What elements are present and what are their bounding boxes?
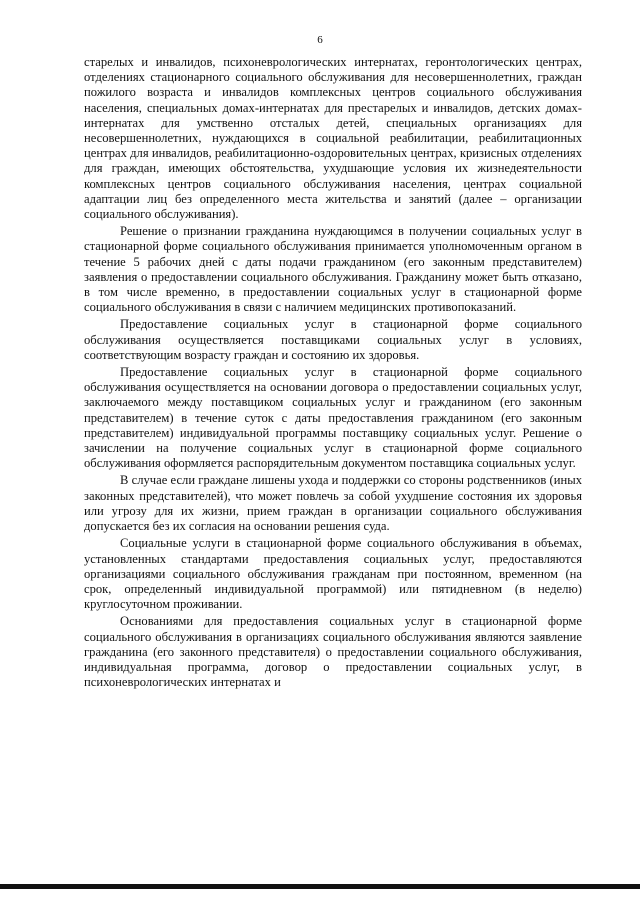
document-body xyxy=(84,55,582,692)
paragraph-grounds: Основаниями для предоставления социальных услуг в стационарной форме социального обслуживания в организациях социального обслуживания являются заявление гражданина (его законного представителя) о предоставлении социального обслуживания, индивидуальная программа, договор о предоставлении социальных услуг, в психоневрологических интернатах и xyxy=(84,614,582,690)
page-number: 6 xyxy=(317,34,323,46)
paragraph-service-scope: Социальные услуги в стационарной форме социального обслуживания в объемах, установленных стандартами предоставления социальных услуг, предоставляются организациями социального обслуживания гражданам при постоянном, временном (на срок, определенный индивидуальной программой) или пятидневном (в неделю) круглосуточном проживании. xyxy=(84,536,582,612)
paragraph-service-providers: Предоставление социальных услуг в стационарной форме социального обслуживания осуществляется поставщиками социальных услуг в условиях, соответствующим возрасту граждан и состоянию их здоровья. xyxy=(84,317,582,362)
paragraph-recognition-decision: Решение о признании гражданина нуждающимся в получении социальных услуг в стационарной форме социального обслуживания принимается уполномоченным органом в течение 5 рабочих дней с даты подачи гражданином (его законным представителем) заявления о предоставлении социального обслуживания. Гражданину может быть отказано, в том числе временно, в предоставлении социальных услуг в стационарной форме социального обслуживания в связи с наличием медицинских противопоказаний. xyxy=(84,224,582,315)
paragraph-contract-basis: Предоставление социальных услуг в стационарной форме социального обслуживания осуществляется на основании договора о предоставлении социальных услуг, заключаемого между поставщиком социальных услуг и гражданином (его законным представителем) в течение суток с даты предоставления гражданином (его законным представителем) индивидуальной программы поставщику социальных услуг. Решение о зачислении на получение социальных услуг в стационарной форме социального обслуживания оформляется распорядительным документом поставщика социальных услуг. xyxy=(84,365,582,471)
bottom-rule xyxy=(0,884,640,889)
paragraph-court-decision: В случае если граждане лишены ухода и поддержки со стороны родственников (иных законных представителей), что может повлечь за собой ухудшение состояния их здоровья или угрозу для их жизни, прием граждан в организации социального обслуживания допускается без их согласия на основании решения суда. xyxy=(84,473,582,534)
paragraph-continued: старелых и инвалидов, психоневрологических интернатах, геронтологических центрах, отделениях стационарного социального обслуживания для несовершеннолетних, граждан пожилого возраста и инвалидов комплексных центров социального обслуживания населения, специальных домах-интернатах для престарелых и инвалидов, детских домах-интернатах для умственно отсталых детей, специальных организациях для несовершеннолетних, нуждающихся в социальной реабилитации, реабилитационных центрах для инвалидов, реабилитационно-оздоровительных центрах, кризисных отделениях для граждан, имеющих обстоятельства, ухудшающие условия их жизнедеятельности комплексных центров социального обслуживания населения, центрах социальной адаптации лиц без определенного места жительства и занятий (далее – организации социального обслуживания). xyxy=(84,55,582,222)
